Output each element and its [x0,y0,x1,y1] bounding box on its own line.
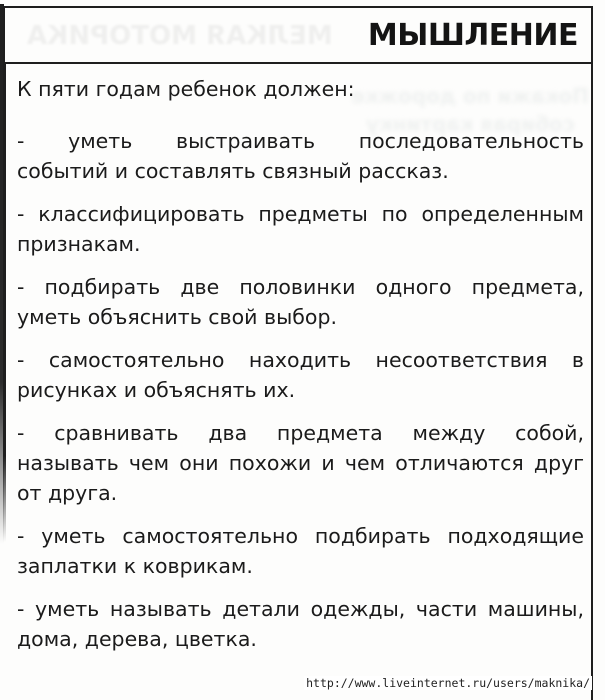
paragraph-line: - сравнивать два предмета между собой, [17,421,584,445]
source-url: http://www.liveinternet.ru/users/maknika/ [306,676,590,690]
paragraph-line: называть чем они похожи и чем отличаются друг [17,451,584,475]
body-bleedthrough-line: Покажи по дорожке [351,84,589,108]
paragraph [17,126,584,186]
page-title: МЫШЛЕНИЕ [367,17,578,53]
paragraph-line: от друга. [17,481,118,505]
paragraph-line: - подбирать две половинки одного предмета, [17,275,584,299]
paragraph [17,594,584,654]
body-bleedthrough-line: собирая картинку [366,112,575,136]
body-paragraphs [17,74,584,667]
paragraph [17,345,584,405]
body-border-left [3,62,6,542]
paragraph-line: - классифицировать предметы по определенным [17,202,584,226]
paragraph [17,272,584,332]
paragraph-line: событий и составлять связный рассказ. [17,159,449,183]
header-bleedthrough-text: МЕЛКАЯ МОТОРИКА [27,21,333,51]
paragraph-line: - самостоятельно находить несоответствия в [17,348,584,372]
paragraph-line: К пяти годам ребенок должен: [17,77,355,101]
paragraph-line: - уметь самостоятельно подбирать подходящие [17,524,584,548]
paragraph-line: - уметь выстраивать последовательность [17,129,584,153]
paragraph-line: уметь объяснить свой выбор. [17,305,338,329]
paragraph-line: дома, дерева, цветка. [17,627,257,651]
paragraph [17,418,584,508]
header-box [3,6,593,64]
paragraph-line: рисунках и объяснять их. [17,378,296,402]
body-border-right [591,62,594,700]
paragraph-line: признакам. [17,232,141,256]
paragraph-line: - уметь называть детали одежды, части машины, [17,597,584,621]
paragraph-line: заплатки к коврикам. [17,554,253,578]
paragraph [17,199,584,259]
paragraph [17,74,584,104]
paragraph [17,521,584,581]
